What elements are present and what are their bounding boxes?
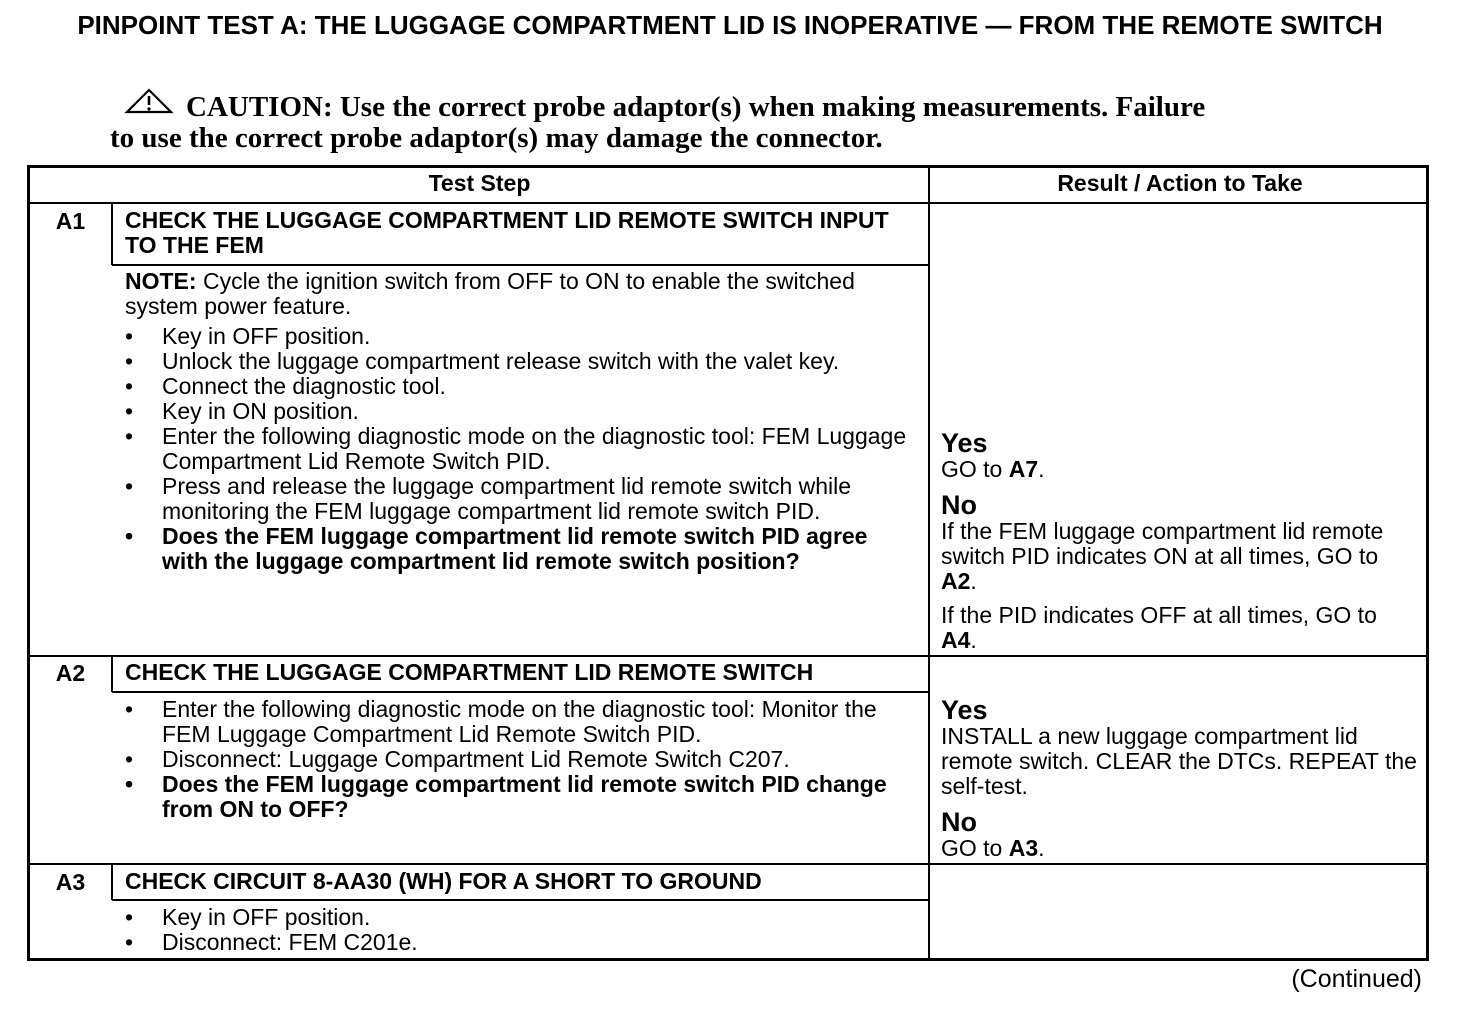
list-item-text: Press and release the luggage compartment lid remote switch while monitoring the FEM luggage compartment lid remote switch PID. [162,473,852,524]
result-yes-label: Yes [941,695,988,725]
step-ref: A4 [941,627,971,653]
list-item-text: Key in ON position. [162,398,359,424]
result-no-text [941,836,1418,861]
step-ref: A3 [1008,835,1039,861]
text: . [970,568,977,594]
text: . [1038,456,1045,482]
step-id-a1: A1 [55,208,86,234]
step-id-a2: A2 [55,660,86,686]
text: . [970,627,977,653]
list-item-text: Connect the diagnostic tool. [162,373,446,399]
question-text: Does the FEM luggage compartment lid remote switch PID agree with the luggage compartment lid remote switch position? [162,523,868,574]
caution-line-1: CAUTION: Use the correct probe adaptor(s) when making measurements. Failure [186,91,1206,123]
list-item: • Disconnect: Luggage Compartment Lid Remote Switch C207. [125,746,790,772]
page-title: PINPOINT TEST A: THE LUGGAGE COMPARTMENT LID IS INOPERATIVE — FROM THE REMOTE SWITCH [77,10,1383,40]
list-item: • Connect the diagnostic tool. [125,373,446,399]
continued-label: (Continued) [1291,965,1422,993]
step-heading-a2: CHECK THE LUGGAGE COMPARTMENT LID REMOTE SWITCH [125,659,814,685]
note-text: Cycle the ignition switch from OFF to ON to enable the switched system power feature. [125,268,855,319]
list-item: • Unlock the luggage compartment release switch with the valet key. [125,348,840,374]
step-list-a3 [125,905,918,955]
list-item: • Key in ON position. [125,398,359,424]
pinpoint-test-table [27,165,1429,961]
result-yes-text: INSTALL a new luggage compartment lid remote switch. CLEAR the DTCs. REPEAT the self-test. [941,723,1417,799]
result-no-label: No [941,490,977,520]
step-result-a2 [930,696,1426,861]
caution-line-2: to use the correct probe adaptor(s) may damage the connector. [110,122,883,154]
header-test-step: Test Step [428,170,531,196]
list-item-question: • Does the FEM luggage compartment lid remote switch PID agree with the luggage compartment lid remote switch position? [125,523,868,574]
text: If the FEM luggage compartment lid remote switch PID indicates ON at all times, GO to [941,518,1384,569]
note-label: NOTE: [125,268,197,294]
warning-triangle-icon [124,88,174,114]
step-ref: A7 [1008,456,1039,482]
result-yes-label: Yes [941,428,988,458]
header-result-action: Result / Action to Take [1057,170,1303,196]
caution-notice [110,92,1430,154]
step-heading-a3: CHECK CIRCUIT 8-AA30 (WH) FOR A SHORT TO GROUND [125,868,762,894]
step-body-a1 [113,269,928,574]
divider [112,264,928,266]
divider [112,899,928,901]
step-list-a1 [125,324,918,574]
list-item-text: Key in OFF position. [162,323,371,349]
divider [112,691,928,693]
step-id-a3: A3 [55,869,86,895]
step-body-a3 [113,905,928,955]
text: GO to [941,835,1009,861]
text: If the PID indicates OFF at all times, GO to [941,602,1377,628]
divider [30,655,1426,657]
list-item-text: Unlock the luggage compartment release switch with the valet key. [162,348,840,374]
step-result-a1 [930,429,1426,653]
list-item: • Enter the following diagnostic mode on the diagnostic tool: Monitor the FEM Luggage Compartment Lid Remote Switch PID. [125,696,877,747]
result-no-text-2 [941,603,1418,653]
divider [30,863,1426,865]
step-heading-a1: CHECK THE LUGGAGE COMPARTMENT LID REMOTE SWITCH INPUT TO THE FEM [125,207,889,258]
list-item-text: Enter the following diagnostic mode on the diagnostic tool: FEM Luggage Compartment Lid Remote Switch PID. [162,423,907,474]
step-list-a2 [125,697,918,822]
step-body-a2 [113,697,928,822]
note [125,269,918,319]
list-item-text: Enter the following diagnostic mode on the diagnostic tool: Monitor the FEM Luggage Compartment Lid Remote Switch PID. [162,696,877,747]
result-yes-text [941,457,1418,482]
list-item-question: • Does the FEM luggage compartment lid remote switch PID change from ON to OFF? [125,771,887,822]
list-item-text: Key in OFF position. [162,904,371,930]
text: GO to [941,456,1009,482]
step-ref: A2 [941,568,971,594]
question-text: Does the FEM luggage compartment lid remote switch PID change from ON to OFF? [162,771,887,822]
list-item: • Enter the following diagnostic mode on the diagnostic tool: FEM Luggage Compartment Lid Remote Switch PID. [125,423,907,474]
list-item: • Disconnect: FEM C201e. [125,929,418,955]
text: . [1038,835,1045,861]
result-no-text-1 [941,519,1418,594]
list-item-text: Disconnect: Luggage Compartment Lid Remote Switch C207. [162,746,790,772]
result-no-label: No [941,807,977,837]
list-item: • Key in OFF position. [125,323,371,349]
divider [30,202,1426,204]
list-item: • Key in OFF position. [125,904,371,930]
list-item: • Press and release the luggage compartment lid remote switch while monitoring the FEM luggage compartment lid remote switch PID. [125,473,852,524]
list-item-text: Disconnect: FEM C201e. [162,929,418,955]
